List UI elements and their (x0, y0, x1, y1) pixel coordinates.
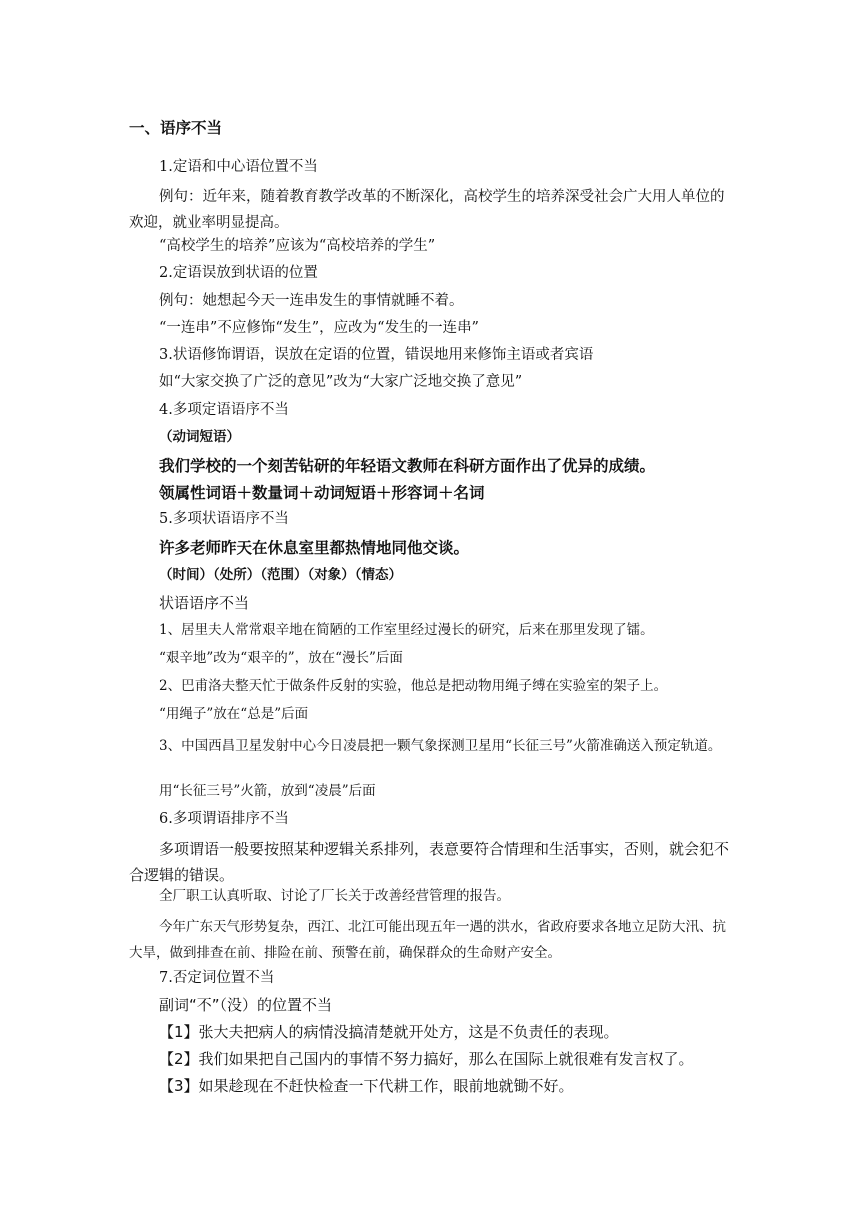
example-7-2: 【2】我们如果把自己国内的事情不努力搞好，那么在国际上就很难有发言权了。 (159, 1050, 694, 1068)
fix-2: “一连串”不应修饰“发生”，应改为“发生的一连串” (159, 320, 479, 336)
subsection-title-2: 2.定语误放到状语的位置 (159, 265, 318, 281)
example-4: 我们学校的一个刻苦钻研的年轻语文教师在科研方面作出了优异的成绩。 (159, 457, 656, 475)
subsection-title-1: 1.定语和中心语位置不当 (159, 159, 318, 175)
document-page (129, 0, 733, 1216)
sub-heading-7: 副词“不”（没）的位置不当 (159, 996, 333, 1014)
example-7-1: 【1】张大夫把病人的病情没搞清楚就开处方，这是不负责任的表现。 (159, 1023, 619, 1041)
note-4: （动词短语） (159, 429, 240, 445)
desc-6: 多项谓语一般要按照某种逻辑关系排列，表意要符合情理和生活事实，否则，就会犯不合逻辑的错误。 (129, 840, 730, 884)
example-5-1: 1、居里夫人常常艰辛地在简陋的工作室里经过漫长的研究，后来在那里发现了镭。 (159, 622, 654, 638)
fix-5-3: 用“长征三号”火箭，放到“凌晨”后面 (159, 783, 376, 799)
fix-5-2: “用绳子”放在“总是”后面 (159, 706, 309, 722)
subsection-title-7: 7.否定词位置不当 (159, 970, 275, 986)
subsection-title-4: 4.多项定语语序不当 (159, 402, 289, 418)
order-5: （时间）（处所）（范围）（对象）（情态） (159, 567, 402, 583)
example-2: 例句：她想起今天一连串发生的事情就睡不着。 (159, 293, 464, 309)
example-7-3: 【3】如果趁现在不赶快检查一下代耕工作，眼前地就锄不好。 (159, 1077, 574, 1095)
sub-heading-5: 状语语序不当 (159, 594, 250, 612)
example-6-1: 全厂职工认真听取、讨论了厂长关于改善经营管理的报告。 (159, 888, 510, 904)
fix-5-1: “艰辛地”改为“艰辛的”，放在“漫长”后面 (159, 650, 403, 666)
example-6-2: 今年广东天气形势复杂，西江、北江可能出现五年一遇的洪水，省政府要求各地立足防大汛、抗大旱，做到排查在前、排险在前、预警在前，确保群众的生命财产安全。 (129, 919, 726, 961)
section-heading: 一、语序不当 (129, 119, 223, 137)
example-1: 例句：近年来，随着教育教学改革的不断深化，高校学生的培养深受社会广大用人单位的欢迎，就业率明显提高。 (129, 189, 725, 231)
fix-1: “高校学生的培养”应该为“高校培养的学生” (159, 238, 436, 254)
example-5: 许多老师昨天在休息室里都热情地同他交谈。 (159, 539, 470, 557)
example-5-3: 3、中国西昌卫星发射中心今日凌晨把一颗气象探测卫星用“长征三号”火箭准确送入预定轨道。 (159, 738, 722, 754)
subsection-title-3: 3.状语修饰谓语，误放在定语的位置，错误地用来修饰主语或者宾语 (159, 347, 594, 363)
subsection-title-6: 6.多项谓语排序不当 (159, 811, 289, 827)
subsection-title-5: 5.多项状语语序不当 (159, 511, 289, 527)
fix-3: 如“大家交换了广泛的意见”改为“大家广泛地交换了意见” (159, 374, 523, 390)
example-5-2: 2、巴甫洛夫整天忙于做条件反射的实验，他总是把动物用绳子缚在实验室的架子上。 (159, 678, 668, 694)
order-4: 领属性词语＋数量词＋动词短语＋形容词＋名词 (159, 484, 485, 502)
